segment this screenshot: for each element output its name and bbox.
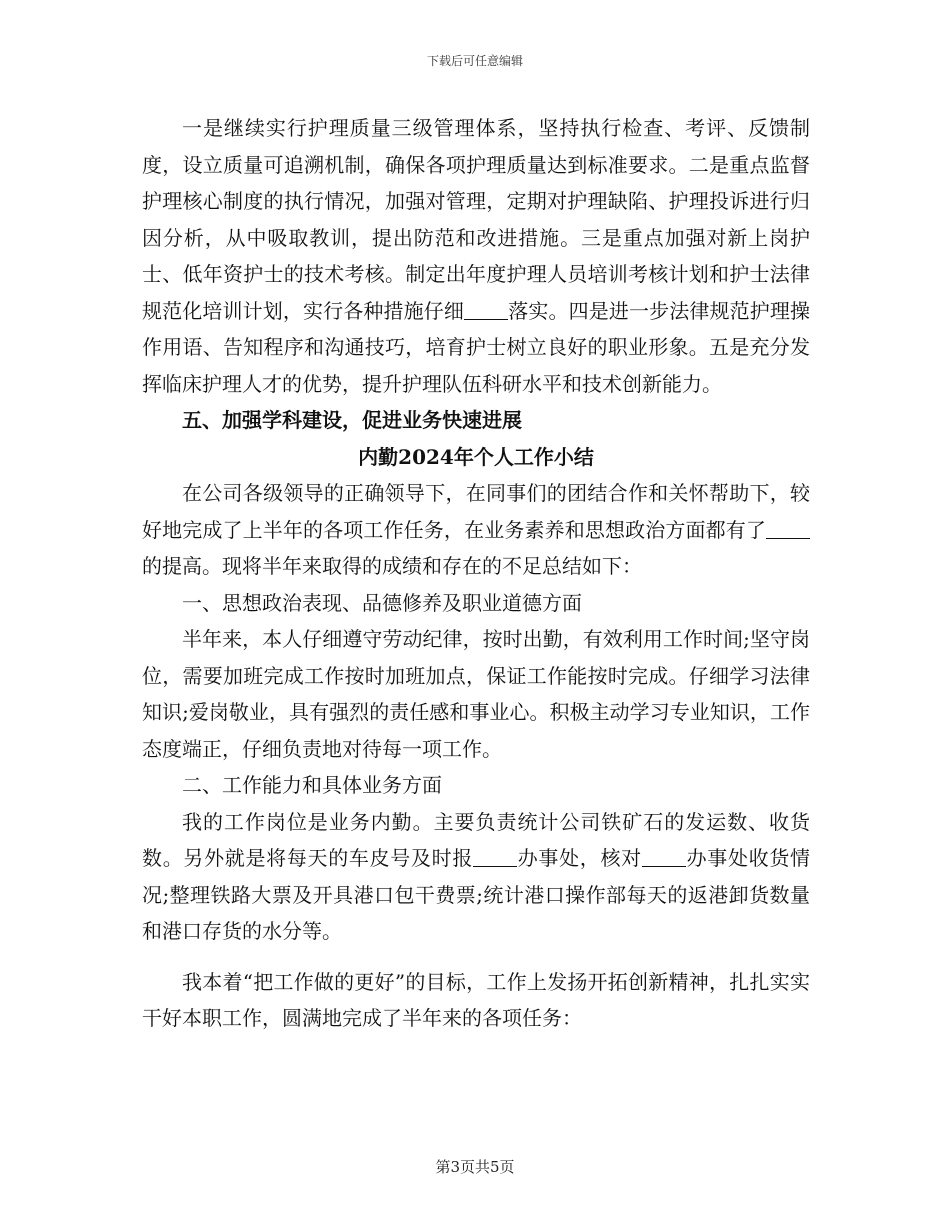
paragraph-nursing-measures: 一是继续实行护理质量三级管理体系，坚持执行检查、考评、反馈制度，设立质量可追溯机制，确保各项护理质量达到标准要求。二是重点监督护理核心制度的执行情况，加强对管理，定期对护理缺陷、护理投诉进行归因分析，从中吸取教训，提出防范和改进措施。三是重点加强对新上岗护士、低年资护士的技术考核。制定出年度护理人员培训考核计划和护士法律规范化培训计划，实行各种措施仔细 落实。四是进一步法律规范护理操作用语、告知程序和沟通技巧，培育护士树立良好的职业形象。五是充分发挥临床护理人才的优势，提升护理队伍科研水平和技术创新能力。 xyxy=(142,116,811,396)
section-heading-one: 一、思想政治表现、品德修养及职业道德方面 xyxy=(182,590,582,615)
document-title: 内勤2024年个人工作小结 xyxy=(358,444,594,469)
blank-underline xyxy=(464,299,508,320)
paragraph-duties: 我的工作岗位是业务内勤。主要负责统计公司铁矿石的发运数、收货数。另外就是将每天的车皮号及时报 办事处，核对 办事处收货情况;整理铁路大票及开具港口包干费票;统计港口操作部每天的返港卸货数量和港口存货的水分等。 xyxy=(142,809,811,943)
paragraph-political: 半年来，本人仔细遵守劳动纪律，按时出勤，有效利用工作时间;坚守岗位，需要加班完成工作按时加班加点，保证工作能按时完成。仔细学习法律知识;爱岗敬业，具有强烈的责任感和事业心。积极主动学习专业知识，工作态度端正，仔细负责地对待每一项工作。 xyxy=(142,627,810,761)
blank-underline xyxy=(473,846,517,867)
section-heading-two: 二、工作能力和具体业务方面 xyxy=(182,773,442,797)
section-heading-five: 五、加强学科建设，促进业务快速进展 xyxy=(182,408,522,432)
blank-underline xyxy=(766,518,810,539)
document-body xyxy=(142,110,810,1037)
page-footer: 第3页共5页 xyxy=(435,1158,515,1176)
blank-underline xyxy=(642,846,686,867)
page-header: 下载后可任意编辑 xyxy=(426,54,523,68)
paragraph-goals: 我本着“把工作做的更好”的目标，工作上发扬开拓创新精神，扎扎实实干好本职工作，圆满地完成了半年来的各项任务： xyxy=(142,969,810,1030)
paragraph-intro: 在公司各级领导的正确领导下，在同事们的团结合作和关怀帮助下，较好地完成了上半年的各项工作任务，在业务素养和思想政治方面都有了的提高。现将半年来取得的成绩和存在的不足总结如下： xyxy=(142,481,810,578)
